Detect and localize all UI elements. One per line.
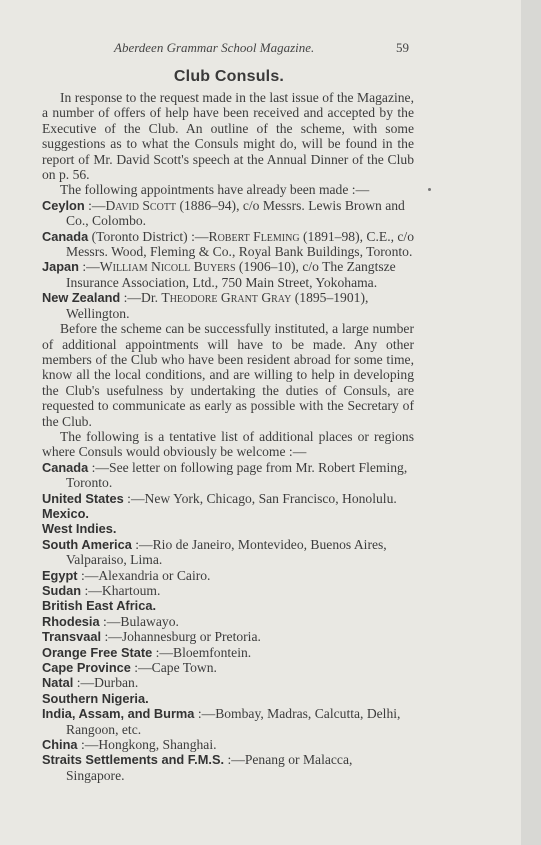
region-name: United States: [42, 490, 124, 506]
page-gutter: [521, 0, 541, 845]
article-title: Club Consuls.: [173, 68, 285, 85]
region-entry: Sudan :—Khartoum.: [42, 583, 161, 598]
region-name: Southern Nigeria.: [42, 690, 149, 706]
appointment-entry: Japan :—William Nicoll Buyers (1906–10), c/o The Zangtsze Insurance Association, Ltd., 750 Main Street, Yokohama.: [42, 259, 396, 290]
appointments-intro: The following appointments have already been made :—: [60, 182, 370, 198]
region-entry: China :—Hongkong, Shanghai.: [42, 737, 217, 753]
region-entry: South America :—Rio de Janeiro, Montevideo, Buenos Aires, Valparaiso, Lima.: [42, 536, 387, 568]
tentative-intro: The following is a tentative list of additional places or regions where Consuls would obviously be welcome :—: [42, 428, 414, 460]
appointment-place: Japan: [42, 259, 79, 275]
appointment-place: Ceylon: [42, 197, 85, 213]
region-entry: Rhodesia :—Bulawayo.: [42, 613, 179, 629]
appointment-entry: New Zealand :—Dr. Theodore Grant Gray (1895–1901), Wellington.: [42, 290, 369, 321]
appointment-place: New Zealand: [42, 290, 121, 306]
margin-mark: [428, 188, 431, 191]
region-name: West Indies.: [42, 521, 117, 537]
region-entry: Cape Province :—Cape Town.: [42, 660, 217, 676]
region-entry: [42, 691, 414, 706]
region-name: China: [42, 737, 78, 753]
consul-name: William Nicoll Buyers: [99, 259, 236, 275]
region-name: Straits Settlements and F.M.S.: [42, 752, 225, 768]
appointment-place: Canada: [42, 228, 89, 244]
article-body: [42, 90, 414, 783]
running-title: Aberdeen Grammar School Magazine.: [114, 40, 315, 55]
region-entry: [42, 598, 414, 613]
page-number: 59: [396, 40, 409, 55]
region-entry: Egypt :—Alexandria or Cairo.: [42, 567, 211, 583]
region-name: Natal: [42, 675, 74, 691]
region-name: British East Africa.: [42, 598, 157, 614]
appointments-list: [42, 198, 414, 321]
region-entry: Natal :—Durban.: [42, 675, 139, 691]
consul-name: David Scott: [105, 197, 177, 213]
region-name: Mexico.: [42, 505, 89, 521]
consul-name: Theodore Grant Gray: [161, 290, 292, 306]
region-name: Rhodesia: [42, 613, 100, 629]
region-entry: Canada :—See letter on following page from Mr. Robert Fleming, Toronto.: [42, 459, 408, 491]
region-entry: [42, 506, 414, 521]
region-name: Egypt: [42, 567, 78, 583]
region-entry: Straits Settlements and F.M.S. :—Penang or Malacca, Singapore.: [42, 752, 353, 783]
region-entry: Orange Free State :—Bloemfontein.: [42, 644, 252, 660]
region-entry: [42, 521, 414, 536]
region-name: South America: [42, 536, 132, 552]
scheme-paragraph: Before the scheme can be successfully instituted, a large number of additional appointments will have to be made. Any other members of the Club who have been resident abroad for some time, know all the local conditions, and are willing to help in developing the Club's usefulness by undertaking the duties of Consuls, are requested to communicate as early as possible with the Secretary of the Club.: [42, 321, 414, 429]
region-entry: United States :—New York, Chicago, San Francisco, Honolulu.: [42, 490, 397, 506]
region-name: Canada: [42, 459, 89, 475]
region-name: Cape Province: [42, 660, 131, 676]
region-entry: Transvaal :—Johannesburg or Pretoria.: [42, 629, 261, 645]
tentative-list: [42, 460, 414, 784]
region-name: Orange Free State: [42, 644, 153, 660]
region-entry: India, Assam, and Burma :—Bombay, Madras, Calcutta, Delhi, Rangoon, etc.: [42, 706, 401, 737]
region-name: Sudan: [42, 583, 82, 598]
intro-paragraph: In response to the request made in the last issue of the Magazine, a number of offers of help have been received and accepted by the Executive of the Club. An outline of the scheme, with some suggestions as to what the Consuls might do, will be found in the report of Mr. David Scott's speech at the Annual Dinner of the Club on p. 56.: [42, 90, 414, 183]
region-name: India, Assam, and Burma: [42, 706, 195, 722]
region-name: Transvaal: [42, 629, 102, 645]
appointment-entry: Canada (Toronto District) :—Robert Fleming (1891–98), C.E., c/o Messrs. Wood, Fleming & Co., Royal Bank Buildings, Toronto.: [42, 228, 414, 260]
appointment-entry: Ceylon :—David Scott (1886–94), c/o Messrs. Lewis Brown and Co., Colombo.: [42, 197, 405, 229]
consul-name: Robert Fleming: [208, 228, 300, 244]
